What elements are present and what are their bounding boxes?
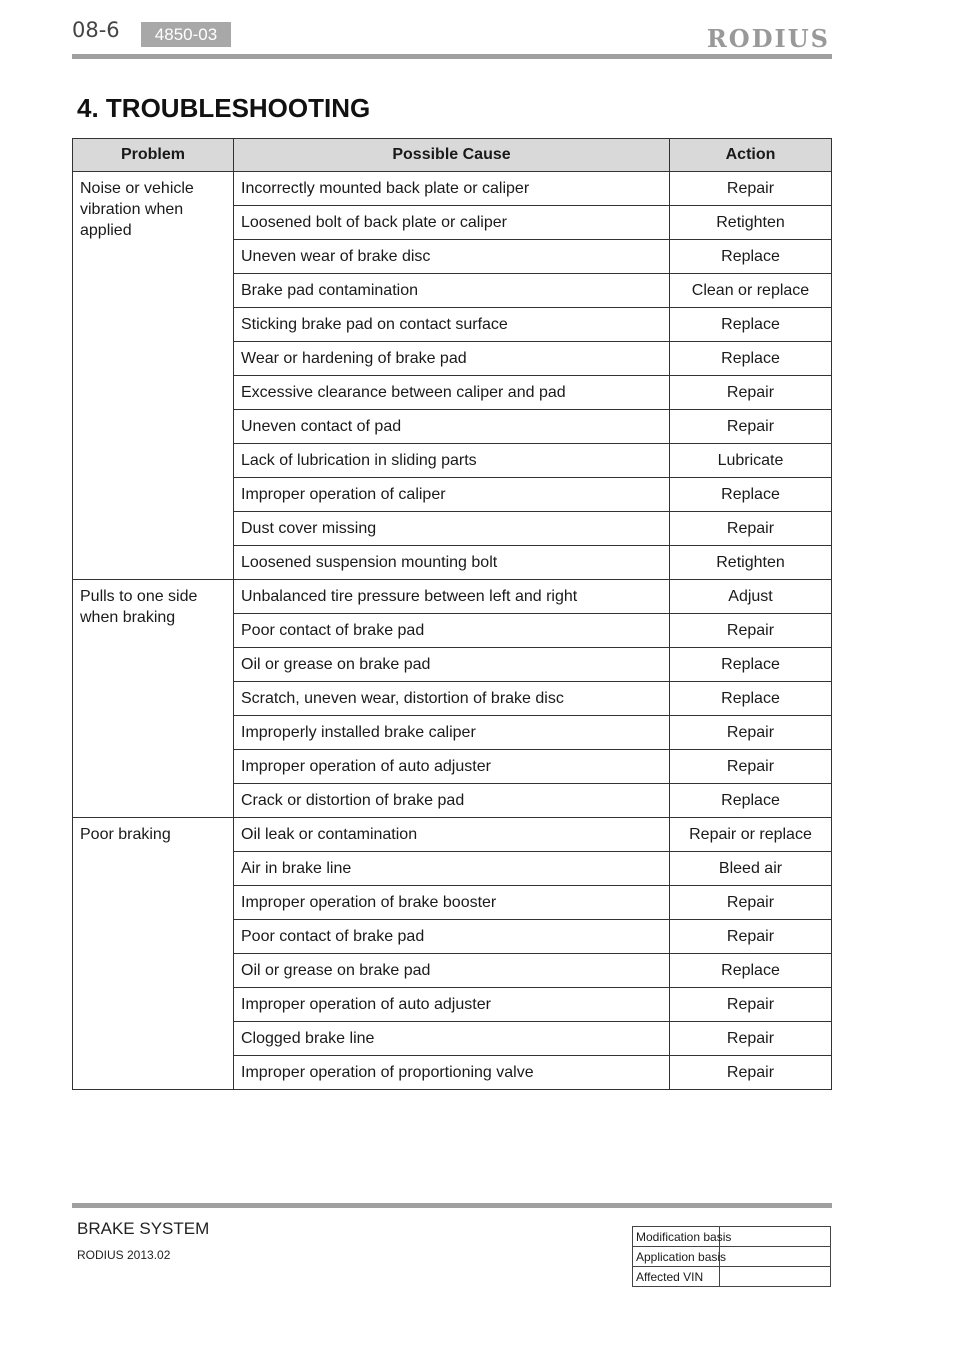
column-header-problem: Problem (73, 139, 234, 172)
cause-cell: Incorrectly mounted back plate or caliper (234, 172, 670, 206)
cause-cell: Crack or distortion of brake pad (234, 784, 670, 818)
cause-cell: Improper operation of proportioning valve (234, 1056, 670, 1090)
cause-cell: Uneven wear of brake disc (234, 240, 670, 274)
info-value (720, 1247, 831, 1267)
action-cell: Repair (670, 750, 832, 784)
cause-cell: Sticking brake pad on contact surface (234, 308, 670, 342)
action-cell: Repair (670, 376, 832, 410)
cause-cell: Uneven contact of pad (234, 410, 670, 444)
cause-cell: Unbalanced tire pressure between left and right (234, 580, 670, 614)
cause-cell: Improper operation of brake booster (234, 886, 670, 920)
cause-cell: Improperly installed brake caliper (234, 716, 670, 750)
troubleshooting-table (72, 138, 832, 1090)
column-header-action: Action (670, 139, 832, 172)
action-cell: Repair (670, 920, 832, 954)
cause-cell: Clogged brake line (234, 1022, 670, 1056)
section-title: BRAKE SYSTEM (77, 1219, 210, 1238)
page-number: 08-6 (72, 18, 120, 42)
info-label: Application basis (633, 1247, 720, 1267)
action-cell: Repair (670, 410, 832, 444)
action-cell: Repair (670, 988, 832, 1022)
column-header-cause: Possible Cause (234, 139, 670, 172)
info-value (720, 1267, 831, 1287)
action-cell: Repair (670, 716, 832, 750)
action-cell: Adjust (670, 580, 832, 614)
info-label: Affected VIN (633, 1267, 720, 1287)
cause-cell: Improper operation of auto adjuster (234, 988, 670, 1022)
action-cell: Repair (670, 512, 832, 546)
action-cell: Replace (670, 954, 832, 988)
action-cell: Retighten (670, 206, 832, 240)
cause-cell: Air in brake line (234, 852, 670, 886)
cause-cell: Improper operation of auto adjuster (234, 750, 670, 784)
cause-cell: Loosened bolt of back plate or caliper (234, 206, 670, 240)
modification-info-table (632, 1226, 831, 1287)
action-cell: Replace (670, 648, 832, 682)
problem-cell: Poor braking (73, 818, 234, 1090)
info-value (720, 1227, 831, 1247)
table-header-row (73, 139, 832, 172)
action-cell: Repair (670, 1022, 832, 1056)
info-row (633, 1247, 831, 1267)
table-body (73, 172, 832, 1090)
problem-cell: Pulls to one side when braking (73, 580, 234, 818)
action-cell: Clean or replace (670, 274, 832, 308)
page-title: 4. TROUBLESHOOTING (77, 93, 371, 123)
action-cell: Repair (670, 172, 832, 206)
header-rule (72, 54, 832, 59)
table-row (73, 818, 832, 852)
problem-cell: Noise or vehicle vibration when applied (73, 172, 234, 580)
action-cell: Repair (670, 1056, 832, 1090)
cause-cell: Poor contact of brake pad (234, 920, 670, 954)
action-cell: Replace (670, 240, 832, 274)
cause-cell: Brake pad contamination (234, 274, 670, 308)
action-cell: Replace (670, 308, 832, 342)
action-cell: Replace (670, 478, 832, 512)
cause-cell: Improper operation of caliper (234, 478, 670, 512)
action-cell: Replace (670, 784, 832, 818)
cause-cell: Scratch, uneven wear, distortion of brake disc (234, 682, 670, 716)
action-cell: Bleed air (670, 852, 832, 886)
action-cell: Replace (670, 682, 832, 716)
action-cell: Lubricate (670, 444, 832, 478)
footer-rule (72, 1203, 832, 1208)
info-row (633, 1267, 831, 1287)
action-cell: Replace (670, 342, 832, 376)
brand-logo: RODIUS (706, 24, 830, 53)
table-row (73, 580, 832, 614)
cause-cell: Oil or grease on brake pad (234, 648, 670, 682)
info-label: Modification basis (633, 1227, 720, 1247)
cause-cell: Loosened suspension mounting bolt (234, 546, 670, 580)
cause-cell: Oil leak or contamination (234, 818, 670, 852)
cause-cell: Wear or hardening of brake pad (234, 342, 670, 376)
action-cell: Repair or replace (670, 818, 832, 852)
doc-code-badge: 4850-03 (141, 22, 231, 47)
cause-cell: Oil or grease on brake pad (234, 954, 670, 988)
cause-cell: Dust cover missing (234, 512, 670, 546)
cause-cell: Lack of lubrication in sliding parts (234, 444, 670, 478)
action-cell: Retighten (670, 546, 832, 580)
table-row (73, 172, 832, 206)
cause-cell: Excessive clearance between caliper and pad (234, 376, 670, 410)
action-cell: Repair (670, 886, 832, 920)
edition-label: RODIUS 2013.02 (77, 1248, 171, 1262)
info-row (633, 1227, 831, 1247)
action-cell: Repair (670, 614, 832, 648)
cause-cell: Poor contact of brake pad (234, 614, 670, 648)
